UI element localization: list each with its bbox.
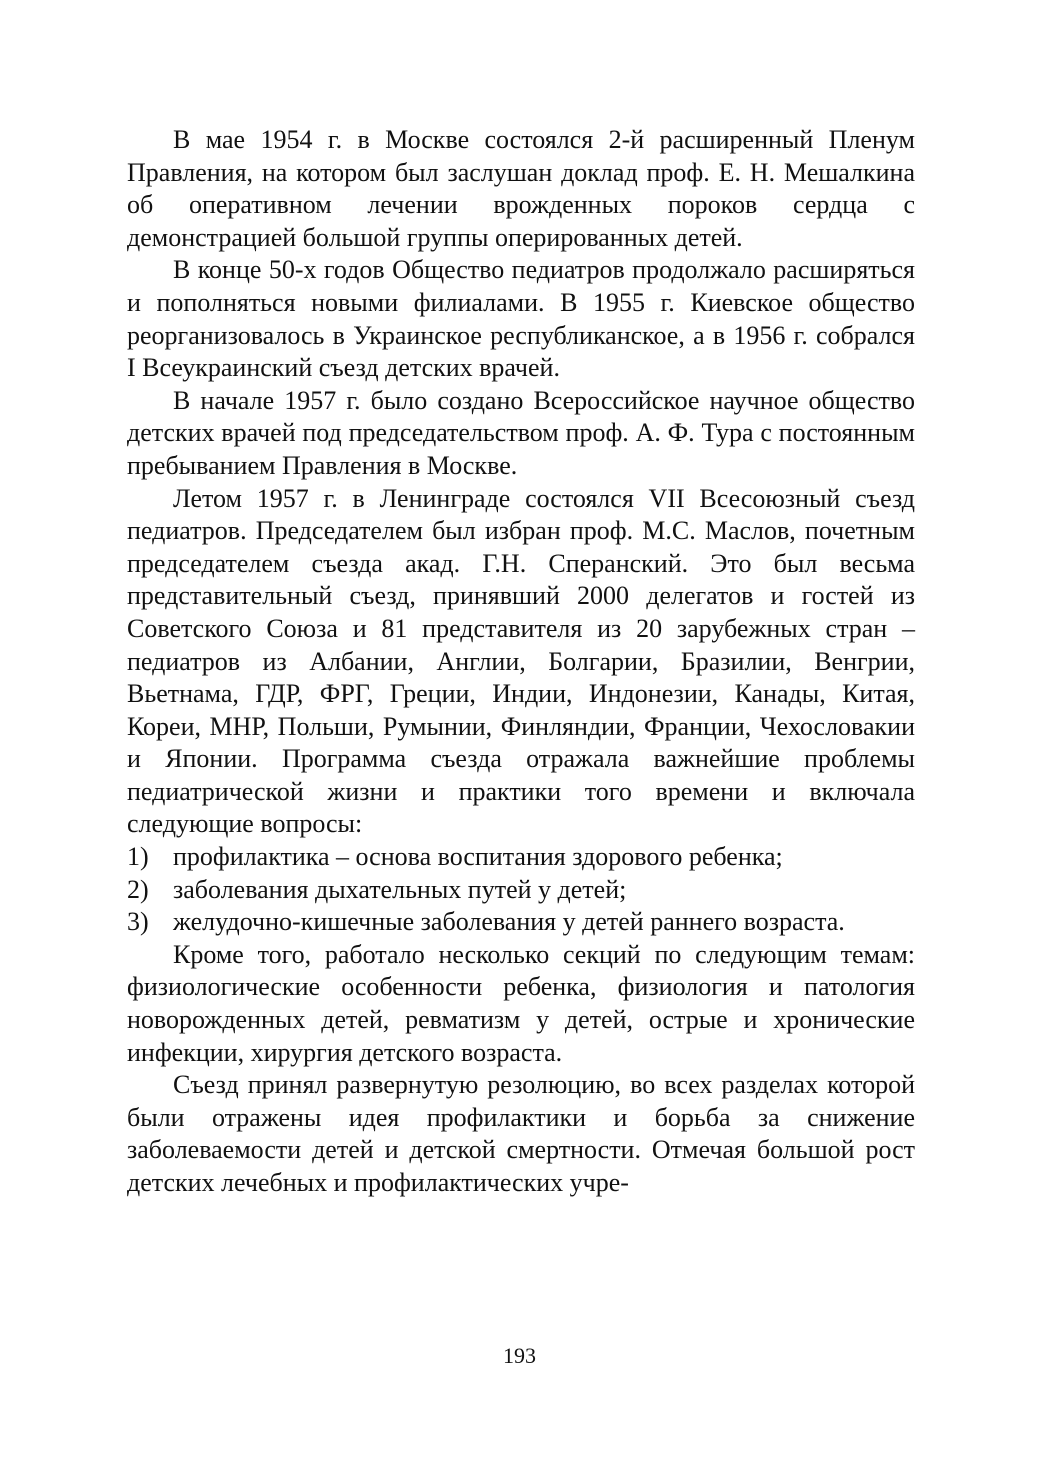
congress-questions-list bbox=[127, 841, 915, 939]
list-item-text: желудочно-кишечные заболевания у детей раннего возраста. bbox=[173, 907, 845, 937]
list-item-number: 1) bbox=[127, 842, 149, 872]
list-item bbox=[127, 906, 915, 939]
list-item-text: профилактика – основа воспитания здорового ребенка; bbox=[173, 842, 783, 872]
page-body bbox=[127, 124, 915, 1200]
list-item bbox=[127, 841, 915, 874]
paragraph-plenum-1954: В мае 1954 г. в Москве состоялся 2-й расширенный Пленум Правления, на котором был заслушан доклад проф. Е. Н. Мешалкина об оперативном лечении врожденных пороков сердца с демонстрацией большой группы оперированных детей. bbox=[127, 125, 915, 252]
list-item bbox=[127, 874, 915, 907]
list-item-number: 2) bbox=[127, 874, 149, 904]
list-item-number: 3) bbox=[127, 907, 149, 937]
page-number: 193 bbox=[503, 1343, 536, 1368]
paragraph-resolution: Съезд принял развернутую резолюцию, во всех разделах которой были отражены идея профилактики и борьба за снижение заболеваемости детей и детской смертности. Отмечая большой рост детских лечебных и профилактических учре- bbox=[127, 1070, 915, 1197]
paragraph-all-russian-society: В начале 1957 г. было создано Всероссийское научное общество детских врачей под председательством проф. А. Ф. Тура с постоянным пребыванием Правления в Москве. bbox=[127, 385, 915, 480]
paragraph-seventh-congress: Летом 1957 г. в Ленинграде состоялся VII Всесоюзный съезд педиатров. Председателем был избран проф. М.С. Маслов, почетным председателем съезда акад. Г.Н. Сперанский. Это был весьма представительный съезд, принявший 2000 делегатов и гостей из Советского Союза и 81 представителя из 20 зарубежных стран – педиатров из Албании, Англии, Болгарии, Бразилии, Венгрии, Вьетнама, ГДР, ФРГ, Греции, Индии, Индонезии, Канады, Китая, Кореи, МНР, Польши, Румынии, Финляндии, Франции, Чехословакии и Японии. Программа съезда отражала важнейшие проблемы педиатрической жизни и практики того времени и включала следующие вопросы: bbox=[127, 483, 915, 839]
paragraph-sections: Кроме того, работало несколько секций по следующим темам: физиологические особенности ребенка, физиология и патология новорожденных детей, ревматизм у детей, острые и хронические инфекции, хирургия детского возраста. bbox=[127, 939, 915, 1067]
list-item-text: заболевания дыхательных путей у детей; bbox=[173, 874, 627, 904]
paragraph-society-expansion: В конце 50-х годов Общество педиатров продолжало расширяться и пополняться новыми филиалами. В 1955 г. Киевское общество реорганизовалось в Украинское республиканское, а в 1956 г. собрался I Всеукраинский съезд детских врачей. bbox=[127, 255, 915, 383]
